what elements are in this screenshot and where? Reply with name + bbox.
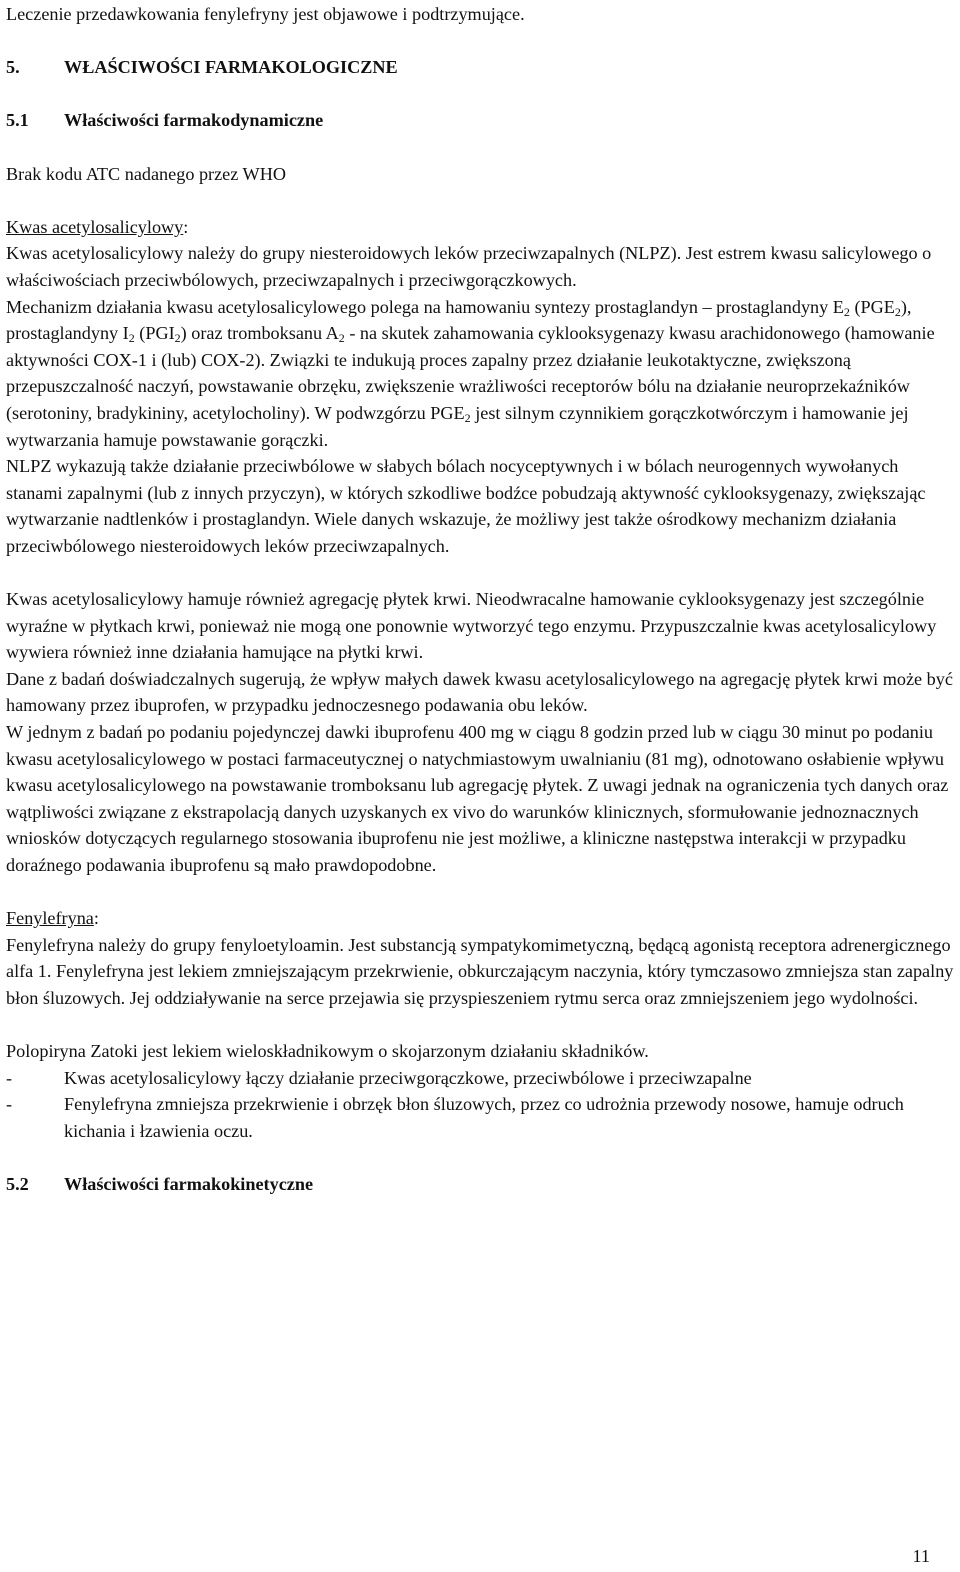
asa-paragraph-5: Dane z badań doświadczalnych sugerują, że wpływ małych dawek kwasu acetylosalicylowego na agregację płytek krwi może być hamowany przez ibuprofen, w przypadku jednoczesnego podawania obu leków.	[6, 668, 953, 716]
overdose-treatment-line: Leczenie przedawkowania fenylefryny jest objawowe i podtrzymujące.	[6, 4, 525, 24]
asa-paragraph-1: Kwas acetylosalicylowy należy do grupy niesteroidowych leków przeciwzapalnych (NLPZ). Jest estrem kwasu salicylowego o właściwościach przeciwbólowych, przeciwzapalnych i przeciwgorączkowych.	[6, 243, 932, 290]
phenylephrine-heading-text: Fenylefryna	[6, 908, 94, 929]
phenylephrine-heading: Fenylefryna:	[6, 908, 99, 929]
asa-heading: Kwas acetylosalicylowy:	[6, 216, 189, 237]
polopiryna-intro: Polopiryna Zatoki jest lekiem wieloskładnikowym o skojarzonym działaniu składników.	[6, 1041, 649, 1062]
page-number: 11	[912, 1546, 930, 1566]
list-item: - Fenylefryna zmniejsza przekrwienie i obrzęk błon śluzowych, przez co udrożnia przewody nosowe, hamuje odruch kichania i łzawienia oczu.	[6, 1094, 904, 1141]
section-title: Właściwości farmakokinetyczne	[64, 1174, 314, 1195]
asa-paragraph-2: Mechanizm działania kwasu acetylosalicylowego polega na hamowaniu syntezy prostaglandyn – prostaglandyny $E_2$ $(PGE_2)$, prostaglandyny $I_2$ $(PGI_2)$ oraz tromboksanu $A_2$ - na skutek zahamowania cyklooksygenazy kwasu arachidonowego (hamowanie aktywności COX-1 i (lub) COX-2). Związki te indukują proces zapalny przez działanie leukotaktyczne, zwiększoną przepuszczalność naczyń, powstawanie obrzęku, zwiększenie wrażliwości receptorów bólu na działanie neuroprzekaźników (serotoniny, bradykininy, acetylocholiny). W podwzgórzu $PGE_2$ jest silnym czynnikiem gorączkotwórczym i hamowanie jej wytwarzania hamuje powstawanie gorączki.	[6, 296, 935, 450]
section-title: WŁAŚCIWOŚCI FARMAKOLOGICZNE	[64, 57, 398, 78]
asa-paragraph-3: NLPZ wykazują także działanie przeciwbólowe w słabych bólach nocyceptywnych i w bólach neurogennych wywołanych stanami zapalnymi (lub z innych przyczyn), w których szkodliwe bodźce pobudzają aktywność cyklooksygenazy, zwiększając wytwarzanie nadtlenków i prostaglandyn. Wiele danych wskazuje, że możliwy jest także ośrodkowy mechanizm działania przeciwbólowego niesteroidowych leków przeciwzapalnych.	[6, 456, 926, 556]
section-number: 5.	[6, 57, 20, 78]
section-title: Właściwości farmakodynamiczne	[64, 110, 324, 131]
phenylephrine-paragraph: Fenylefryna należy do grupy fenyloetyloamin. Jest substancją sympatykomimetyczną, będącą agonistą receptora adrenergicznego alfa 1. Fenylefryna jest lekiem zmniejszającym przekrwienie, obkurczającym naczynia, który tymczasowo zmniejsza stan zapalny błon śluzowych. Jej oddziaływanie na serce przejawia się przyspieszeniem rytmu serca oraz zmniejszeniem jego wydolności.	[6, 934, 954, 1008]
section-number: 5.1	[6, 110, 29, 131]
atc-code-line: Brak kodu ATC nadanego przez WHO	[6, 163, 286, 184]
asa-paragraph-6: W jednym z badań po podaniu pojedynczej dawki ibuprofenu 400 mg w ciągu 8 godzin przed lub w ciągu 30 minut po podaniu kwasu acetylosalicylowego w postaci farmaceutycznej o natychmiastowym uwalnianiu (81 mg), odnotowano osłabienie wpływu kwasu acetylosalicylowego na powstawanie tromboksanu lub agregację płytek. Z uwagi jednak na ograniczenia tych danych oraz wątpliwości związane z ekstrapolacją danych uzyskanych ex vivo do warunków klinicznych, sformułowanie jednoznacznych wniosków dotyczących regularnego stosowania ibuprofenu nie jest możliwe, a kliniczne następstwa interakcji w przypadku doraźnego podawania ibuprofenu są mało prawdopodobne.	[6, 722, 949, 875]
section-5-2-heading	[6, 1171, 956, 1198]
list-item: - Kwas acetylosalicylowy łączy działanie przeciwgorączkowe, przeciwbólowe i przeciwzapalne	[6, 1067, 752, 1088]
asa-paragraph-4: Kwas acetylosalicylowy hamuje również agregację płytek krwi. Nieodwracalne hamowanie cyklooksygenazy jest szczególnie wyraźne w płytkach krwi, ponieważ nie mogą one ponownie wytworzyć tego enzymu. Przypuszczalnie kwas acetylosalicylowy wywiera również inne działania hamujące na płytki krwi.	[6, 589, 937, 663]
section-5-1-heading	[6, 107, 956, 134]
asa-heading-text: Kwas acetylosalicylowy	[6, 216, 184, 237]
section-5-heading	[6, 54, 956, 81]
section-number: 5.2	[6, 1174, 29, 1195]
document-page	[6, 1, 956, 1198]
